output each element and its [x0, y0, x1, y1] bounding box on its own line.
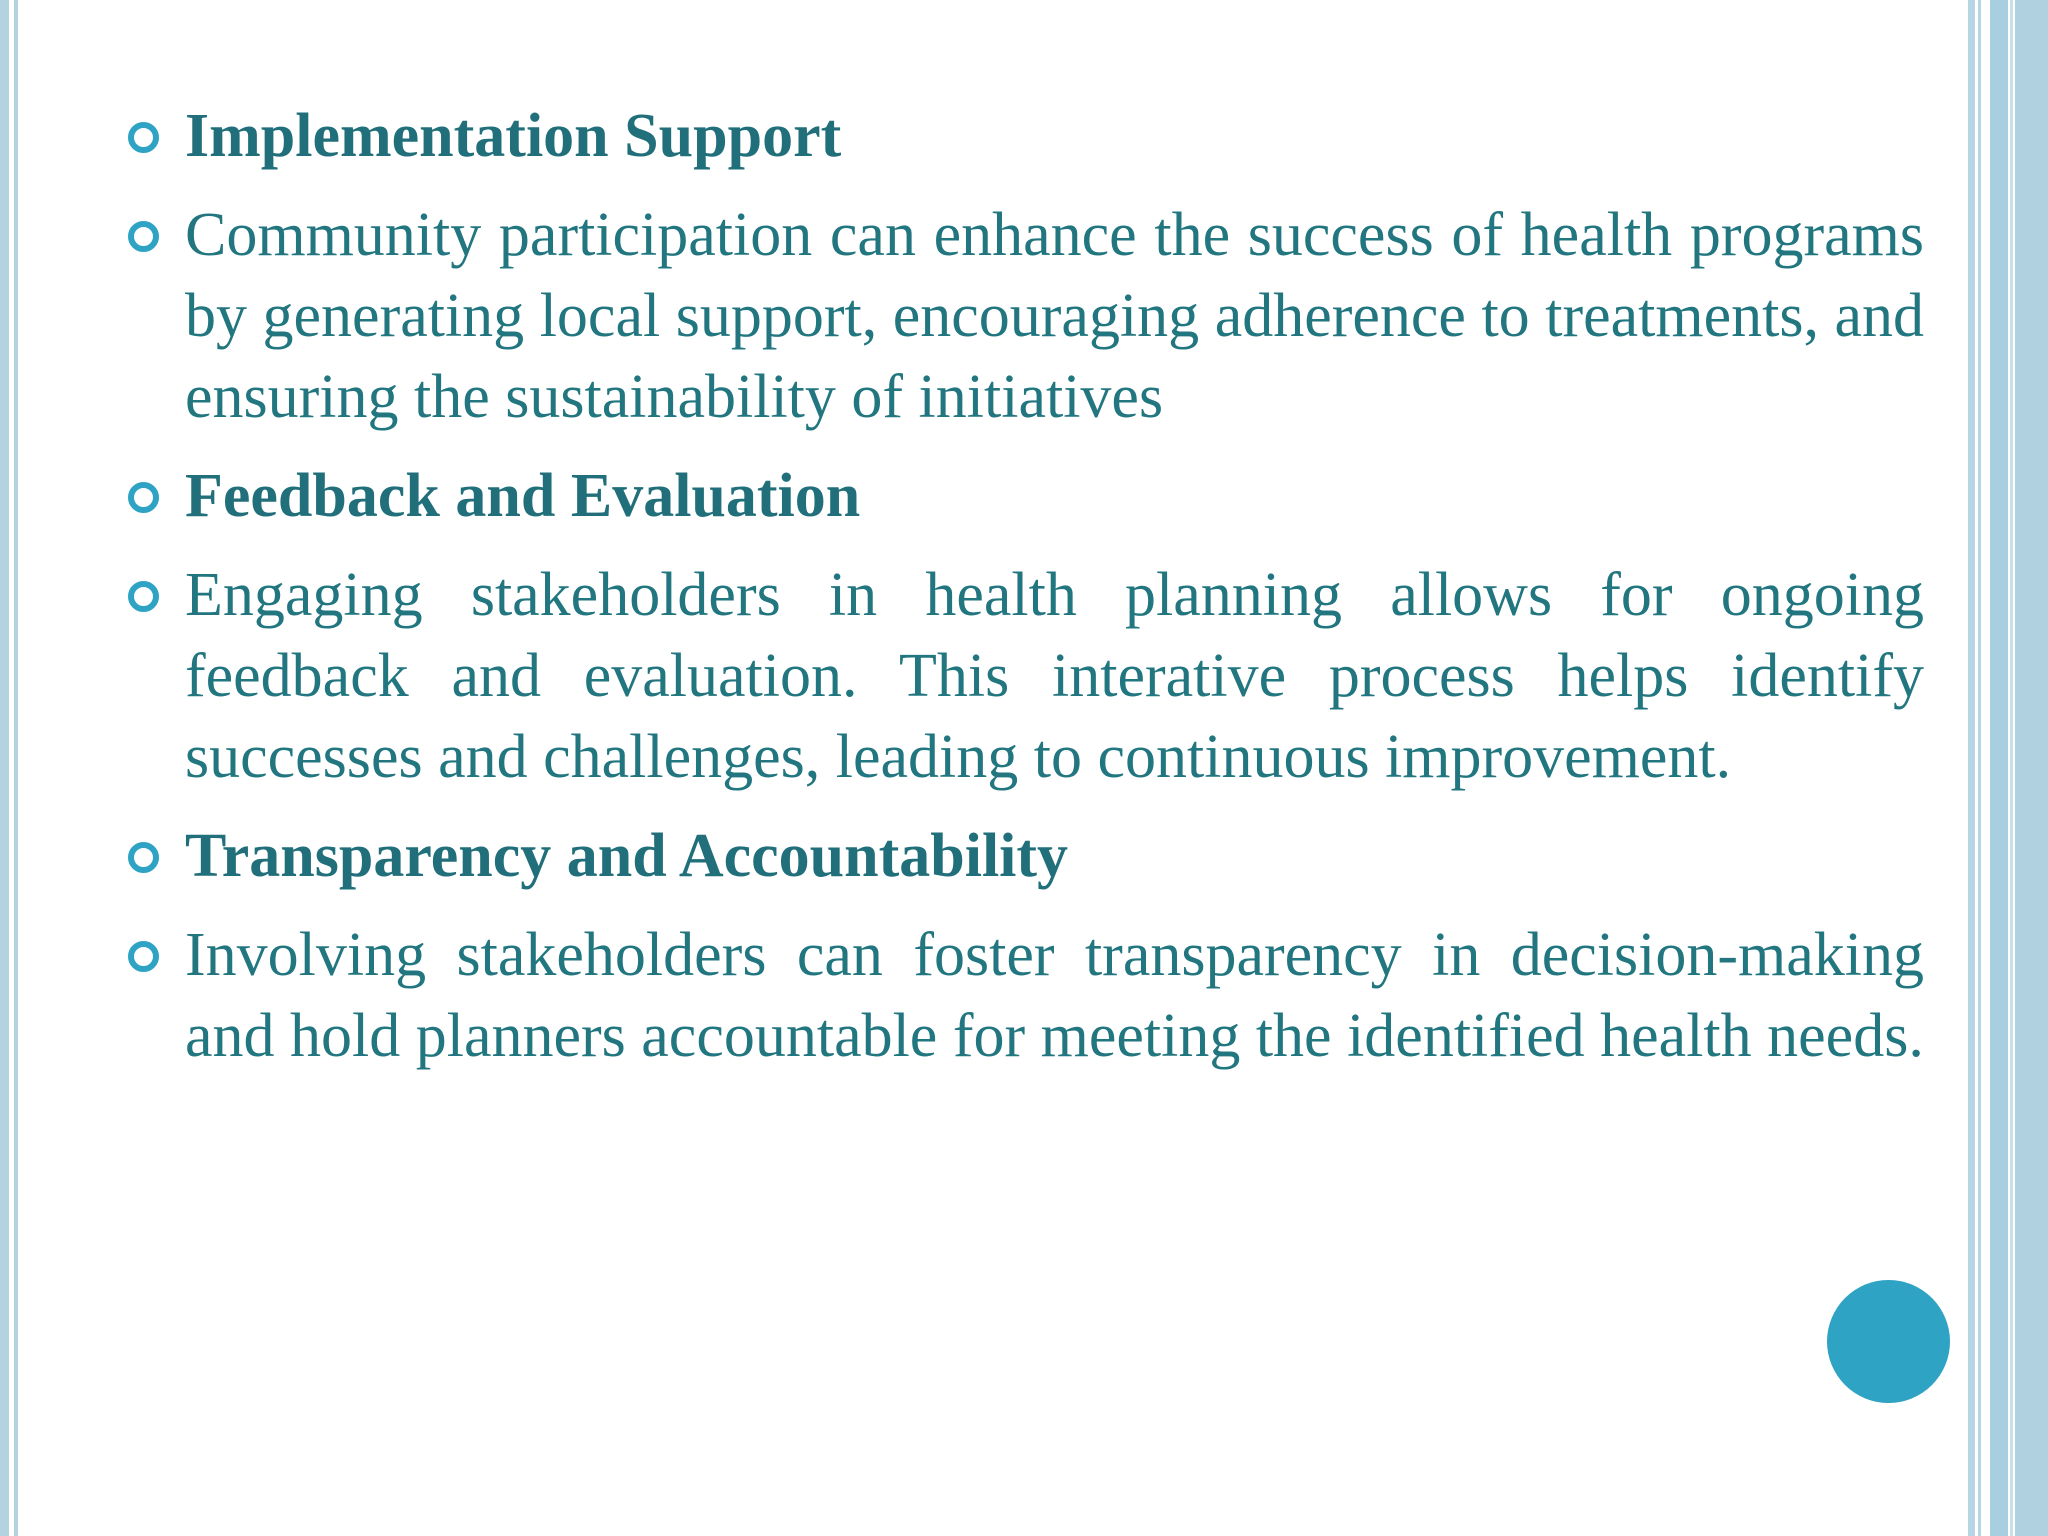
bullet-text: Engaging stakeholders in health planning allows for ongoing feedback and evaluation. This interative process helps identify successes and challenges, leading to continuous improvement. [185, 561, 1924, 791]
ring-bullet-icon [128, 122, 159, 153]
bullet-heading-implementation-support [128, 96, 1924, 177]
ring-bullet-icon [128, 941, 159, 972]
bullet-list [128, 96, 1924, 1095]
bullet-body-engaging-stakeholders [128, 555, 1924, 798]
bullet-text: Involving stakeholders can foster transparency in decision-making and hold planners accountable for meeting the identified health needs. [185, 921, 1924, 1070]
right-band-stripe [1978, 0, 1981, 1536]
bullet-heading-transparency-accountability [128, 816, 1924, 897]
bullet-text: Community participation can enhance the success of health programs by generating local support, encouraging adherence to treatments, and ensuring the sustainability of initiatives [185, 201, 1924, 431]
decorative-circle [1827, 1280, 1950, 1403]
bullet-text: Feedback and Evaluation [185, 462, 861, 530]
left-border-line [14, 0, 18, 1536]
right-band-stripe [1990, 0, 2008, 1536]
bullet-text: Transparency and Accountability [185, 822, 1069, 890]
ring-bullet-icon [128, 581, 159, 612]
bullet-heading-feedback-evaluation [128, 456, 1924, 537]
bullet-text: Implementation Support [185, 102, 842, 170]
right-band-stripe [2015, 0, 2048, 1536]
right-band-stripe [2010, 0, 2013, 1536]
bullet-body-involving-stakeholders [128, 915, 1924, 1077]
bullet-body-community-participation [128, 195, 1924, 438]
ring-bullet-icon [128, 221, 159, 252]
right-band-stripe [1968, 0, 1975, 1536]
left-border-line [0, 0, 9, 1536]
ring-bullet-icon [128, 482, 159, 513]
ring-bullet-icon [128, 842, 159, 873]
right-decorative-band [1968, 0, 2048, 1536]
